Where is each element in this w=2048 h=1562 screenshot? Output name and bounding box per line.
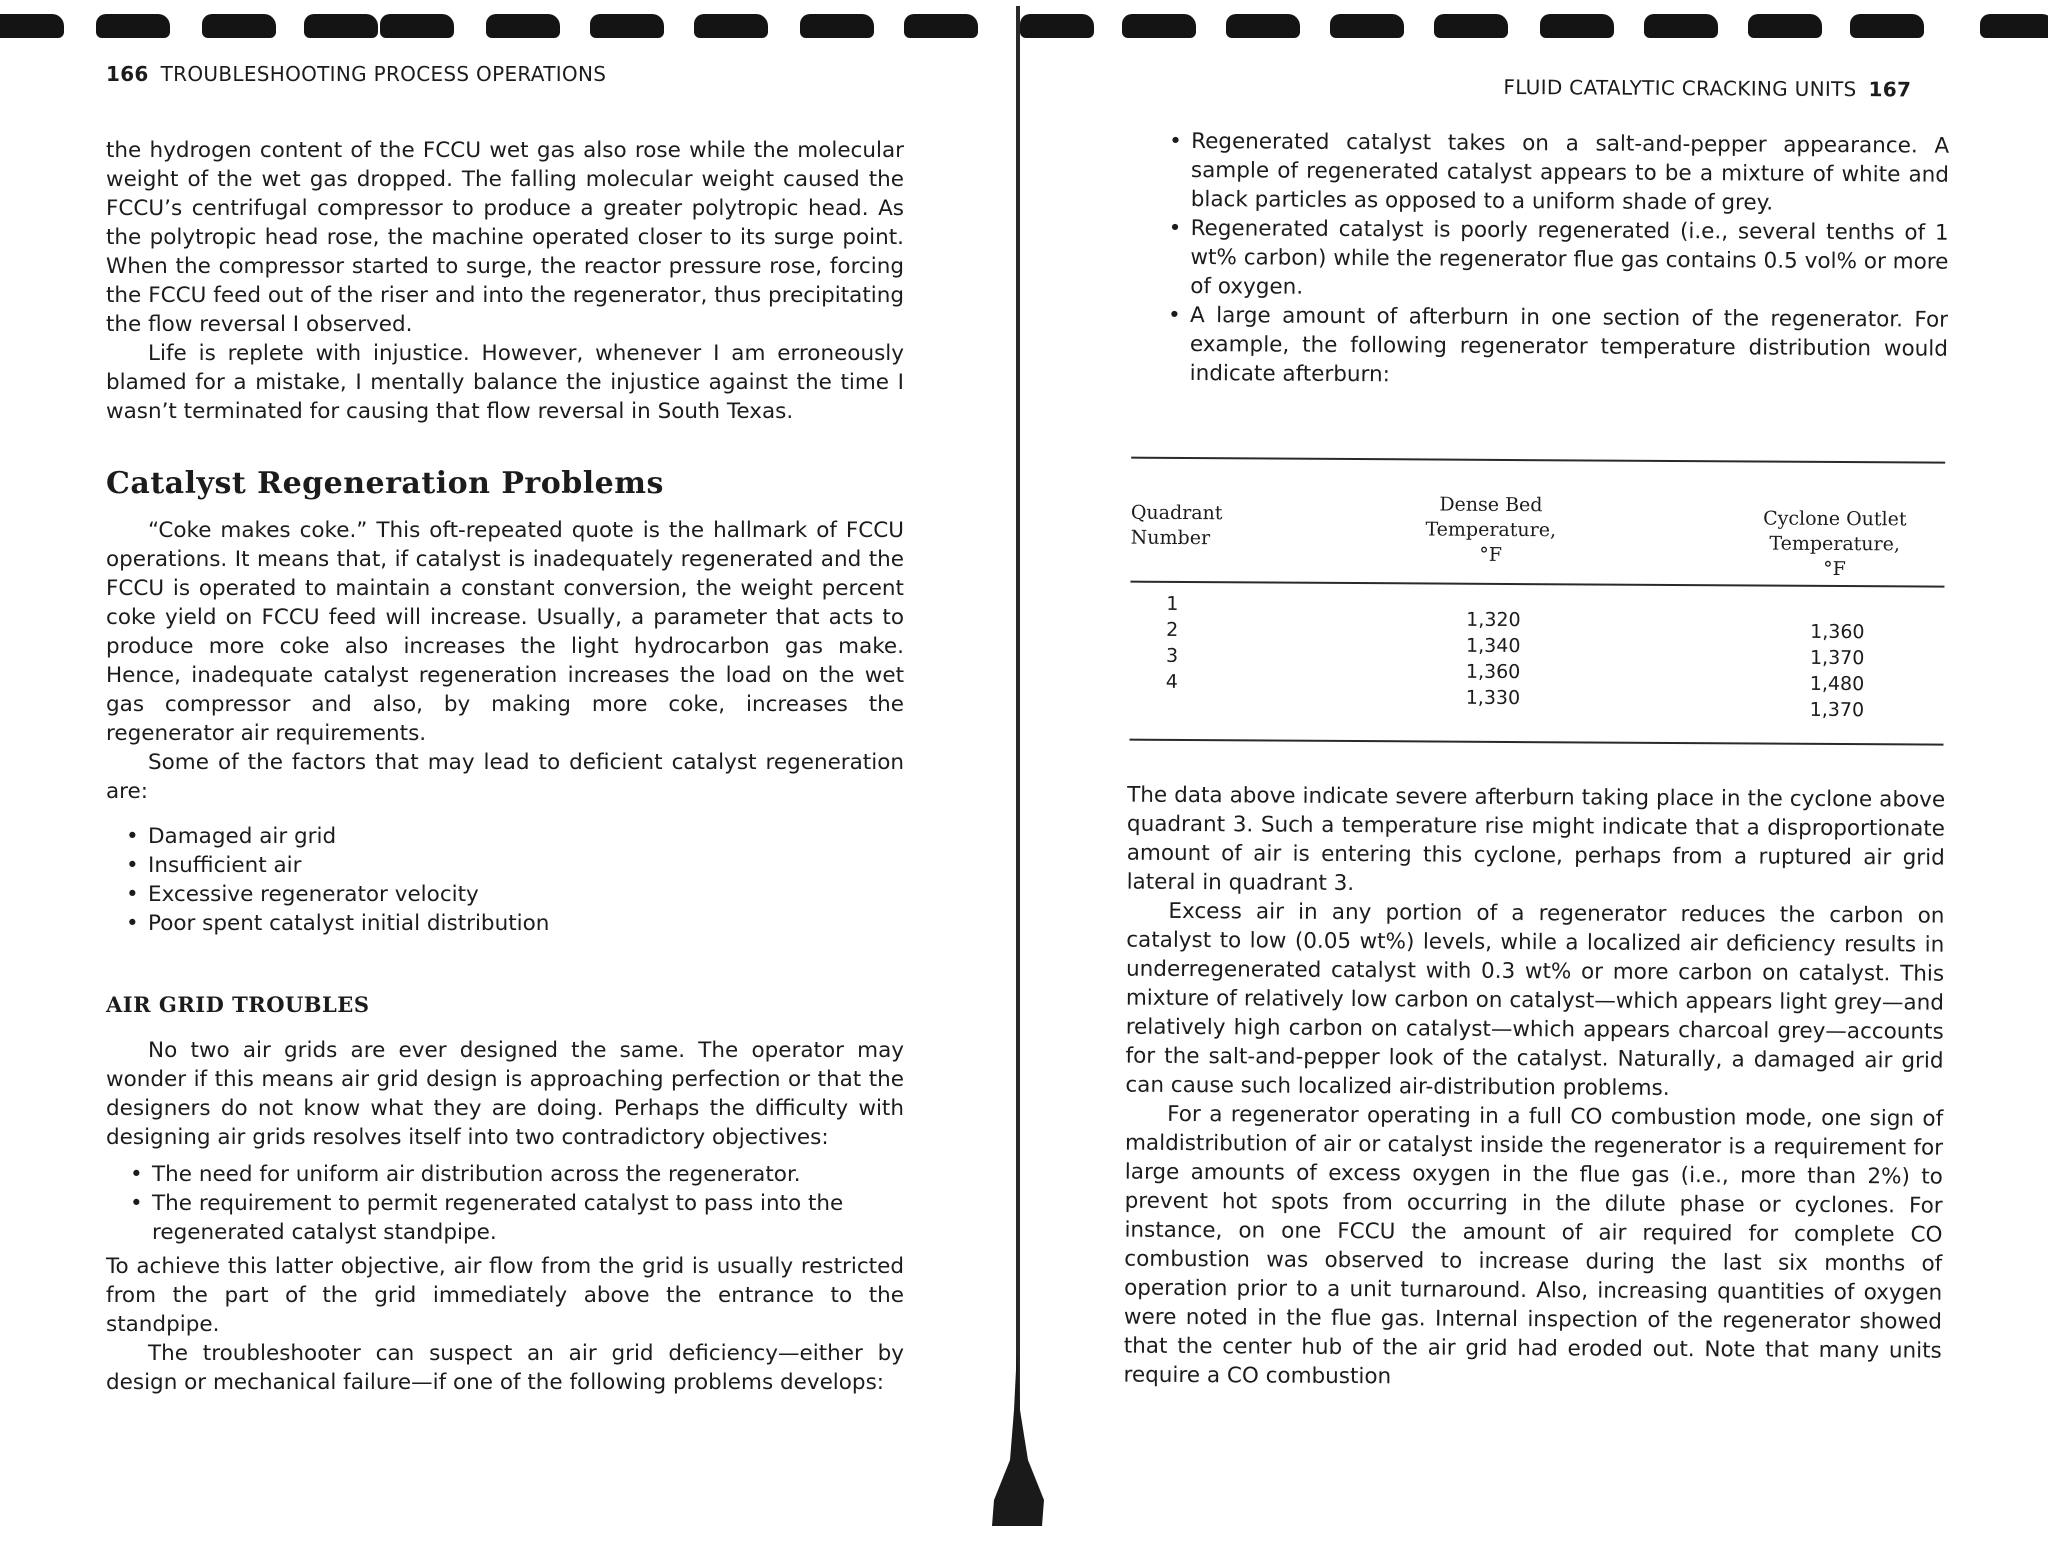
list-item: • Damaged air grid — [120, 822, 880, 851]
left-text-block-2 — [106, 516, 904, 806]
list-item: • Regenerated catalyst is poorly regenerated (i.e., several tenths of 1 wt% carbon) while the regenerator flue gas contains 0.5 vol% or more of oxygen. — [1162, 214, 1949, 306]
header-cyclone-outlet: Cyclone Outlet Temperature, °F — [1763, 507, 1907, 581]
cyclone-outlet-cell: 1,360 — [1810, 620, 1865, 644]
cyclone-outlet-cell: 1,370 — [1809, 698, 1865, 722]
objectives-list — [124, 1160, 904, 1247]
paragraph: “Coke makes coke.” This oft-repeated quote is the hallmark of FCCU operations. It means that, if catalyst is inadequately regenerated and the FCCU is operated to maintain a constant conversion, the weight percent coke yield on FCCU feed will increase. Usually, a parameter that acts to produce more coke also increases the light hydrocarbon gas make. Hence, inadequate catalyst regeneration increases the load on the wet gas compressor and also, by making more coke, increases the regenerator air requirements. — [106, 518, 904, 746]
paragraph: No two air grids are ever designed the same. The operator may wonder if this means air grid design is approaching perfection or that the designers do not know what they are doing. Perhaps the difficulty with designing air grids resolves itself into two contradictory objectives: — [106, 1038, 904, 1150]
page-number: 166 — [106, 62, 149, 86]
running-head-right — [1503, 75, 1911, 101]
left-text-block-3 — [106, 1036, 904, 1152]
factors-list — [120, 822, 880, 938]
list-item: • A large amount of afterburn in one section of the regenerator. For example, the following regenerator temperature distribution would indicate afterburn: — [1162, 301, 1949, 393]
page-number: 167 — [1868, 77, 1912, 102]
cyclone-outlet-cell: 1,480 — [1809, 672, 1865, 696]
left-text-block-4 — [106, 1252, 904, 1397]
paragraph: the hydrogen content of the FCCU wet gas also rose while the molecular weight of the wet gas dropped. The falling molecular weight caused the FCCU’s centrifugal compressor to produce a greater polytropic head. As the polytropic head rose, the machine operated closer to its surge point. When the compressor started to surge, the reactor pressure rose, forcing the FCCU feed out of the riser and into the regenerator, thus precipitating the flow reversal I observed. — [106, 138, 904, 337]
list-item: • Insufficient air — [120, 851, 880, 880]
paragraph: The data above indicate severe afterburn taking place in the cyclone above quadrant 3. Such a temperature rise might indicate that a disproportionate amount of air is entering this cyclone, perhaps from a ruptured air grid lateral in quadrant 3. — [1126, 782, 1946, 897]
list-item: • The need for uniform air distribution across the regenerator. — [124, 1160, 904, 1189]
symptoms-list — [1162, 127, 1950, 393]
list-item: • The requirement to permit regenerated catalyst to pass into the regenerated catalyst standpipe. — [124, 1189, 904, 1247]
list-item: • Poor spent catalyst initial distribution — [120, 909, 880, 938]
table-bottom-rule — [1129, 739, 1943, 746]
left-page — [0, 0, 1010, 1556]
running-head-title: TROUBLESHOOTING PROCESS OPERATIONS — [160, 62, 607, 86]
right-text-block — [1124, 781, 1946, 1395]
dense-bed-cell: 1,340 — [1465, 634, 1521, 658]
cyclone-outlet-cell: 1,370 — [1809, 646, 1865, 670]
section-heading: Catalyst Regeneration Problems — [106, 466, 664, 501]
quadrant-cell: 2 — [1166, 618, 1179, 641]
list-item: • Excessive regenerator velocity — [120, 880, 880, 909]
header-quadrant: Quadrant Number — [1130, 501, 1223, 550]
running-head-left — [106, 62, 606, 86]
dense-bed-cell: 1,320 — [1466, 608, 1521, 632]
paragraph: For a regenerator operating in a full CO combustion mode, one sign of maldistribution of air or catalyst inside the regenerator is a requirement for large amounts of excess oxygen in the flue gas (i.e., more than 2%) to prevent hot spots from occurring in the dilute phase or cyclones. For instance, on one FCCU the amount of air required for complete CO combustion was observed to increase during the last six months of operation prior to a unit turnaround. Also, increasing quantities of oxygen were noted in the flue gas. Internal inspection of the regenerator showed that the center hub of the air grid had eroded out. Note that many units require a CO combustion — [1123, 1101, 1944, 1390]
paragraph: Life is replete with injustice. However, whenever I am erroneously blamed for a mistake, I mentally balance the injustice against the time I wasn’t terminated for causing that flow reversal in South Texas. — [106, 341, 904, 424]
quadrant-cell: 3 — [1165, 644, 1179, 667]
column-cyclone-outlet — [1810, 619, 1865, 723]
dense-bed-cell: 1,360 — [1465, 660, 1521, 684]
paragraph: Excess air in any portion of a regenerator reduces the carbon on catalyst to low (0.05 wt%) levels, while a localized air deficiency results in underregenerated catalyst with 0.3 wt% or more carbon on catalyst. This mixture of relatively low carbon on catalyst—which appears light grey—and relatively high carbon on catalyst—which appears charcoal grey—accounts for the salt-and-pepper look of the catalyst. Naturally, a damaged air grid can cause such localized air-distribution problems. — [1125, 898, 1945, 1101]
column-dense-bed — [1466, 607, 1521, 711]
left-text-block-1 — [106, 136, 904, 426]
right-page — [1014, 0, 2047, 1562]
quadrant-cell: 1 — [1166, 592, 1179, 615]
running-head-title: FLUID CATALYTIC CRACKING UNITS — [1503, 74, 1857, 102]
dense-bed-cell: 1,330 — [1465, 686, 1521, 710]
quadrant-cell: 4 — [1165, 670, 1178, 693]
subheading: AIR GRID TROUBLES — [106, 992, 370, 1017]
paragraph: The troubleshooter can suspect an air grid deficiency—either by design or mechanical failure—if one of the following problems develops: — [106, 1341, 904, 1395]
table-top-rule — [1131, 457, 1945, 464]
paragraph: To achieve this latter objective, air flow from the grid is usually restricted from the part of the grid immediately above the entrance to the standpipe. — [106, 1254, 904, 1337]
column-quadrant — [1166, 591, 1179, 695]
list-item: • Regenerated catalyst takes on a salt-and-pepper appearance. A sample of regenerated catalyst appears to be a mixture of white and black particles as opposed to a uniform shade of grey. — [1163, 127, 1950, 219]
paragraph: Some of the factors that may lead to deficient catalyst regeneration are: — [106, 750, 904, 804]
header-dense-bed: Dense Bed Temperature, °F — [1425, 493, 1557, 566]
temperature-table — [1129, 457, 1945, 752]
